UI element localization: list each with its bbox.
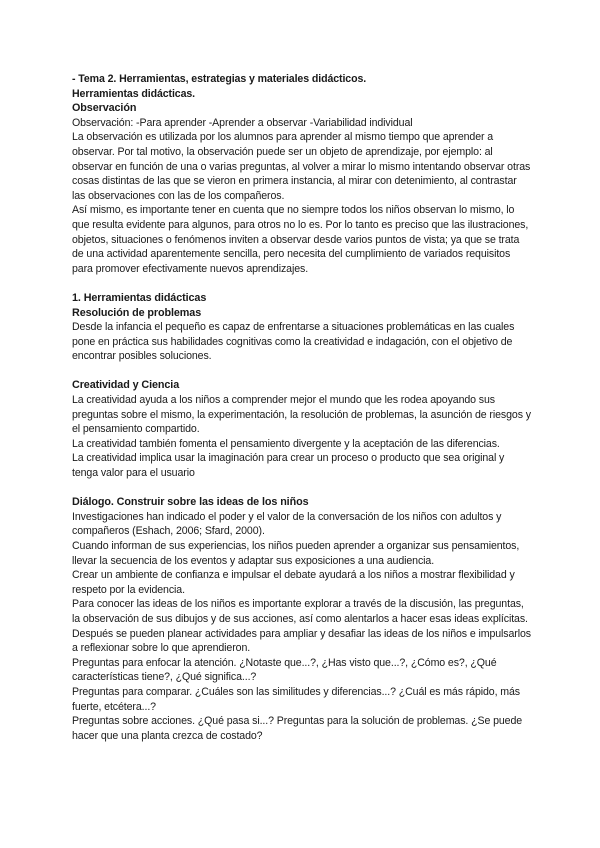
observacion-paragraph: Así mismo, es importante tener en cuenta que no siempre todos los niños observan lo mismo, lo que resulta evidente para algunos, para otros no lo es. Por lo tanto es preciso que las ilustraciones, objetos, situaciones o fenómenos inviten a observar desde varios puntos de vista; ya que se trata de una actividad aparentemente sencilla, pero necesita del cumplimiento de variados requisitos para promover efectivamente nuevos aprendizajes.	[72, 204, 529, 275]
creatividad-paragraph: La creatividad también fomenta el pensamiento divergente y la aceptación de las diferencias.	[72, 437, 500, 450]
dialogo-paragraph: Preguntas sobre acciones. ¿Qué pasa si...? Preguntas para la solución de problemas. ¿Se puede hacer que una planta crezca de costado?	[72, 715, 523, 742]
observacion-paragraph: La observación es utilizada por los alumnos para aprender al mismo tiempo que aprender a observar. Por tal motivo, la observación puede ser un objeto de aprendizaje, por ejemplo: al observar en función de una o varias preguntas, al volver a mirar lo mismo intentando observar otras cosas distintas de las que se vieron en primera instancia, al mirar con detenimiento, al contrastar las observaciones con las de los compañeros.	[72, 131, 531, 202]
creatividad-paragraph: La creatividad ayuda a los niños a comprender mejor el mundo que les rodea apoyando sus preguntas sobre el mismo, la experimentación, la resolución de problemas, la asunción de riesgos y el pensamiento compartido.	[72, 394, 531, 436]
dialogo-heading: Diálogo. Construir sobre las ideas de los niños	[72, 496, 309, 509]
topic-line: - Tema 2. Herramientas, estrategias y materiales didácticos.	[72, 73, 367, 85]
dialogo-paragraph: Preguntas para enfocar la atención. ¿Notaste que...?, ¿Has visto que...?, ¿Cómo es?, ¿Qué características tiene?, ¿Qué significa...?	[72, 656, 497, 684]
dialogo-paragraph: Para conocer las ideas de los niños es importante explorar a través de la discusión, las preguntas, la observación de sus dibujos y de sus acciones, así como alentarlos a hacer esas ideas explícitas. Después se pueden planear actividades para ampliar y desafiar las ideas de los niños e impulsarlos a reflexionar sobre lo que aprendieron.	[72, 598, 531, 655]
dialogo-paragraph: Investigaciones han indicado el poder y el valor de la conversación de los niños con adultos y compañeros (Eshach, 2006; Sfard, 2000).	[72, 510, 502, 538]
observacion-subtitle: Observación: -Para aprender -Aprender a observar -Variabilidad individual	[72, 116, 413, 129]
herramientas-heading: 1. Herramientas didácticas	[72, 291, 207, 304]
creatividad-heading: Creatividad y Ciencia	[72, 379, 180, 392]
topic-subtitle: Herramientas didácticas.	[72, 87, 196, 100]
creatividad-paragraph: La creatividad implica usar la imaginación para crear un proceso o producto que sea original y tenga valor para el usuario	[72, 452, 505, 480]
observacion-heading: Observación	[72, 102, 137, 115]
document-page	[72, 72, 532, 743]
resolucion-paragraph: Desde la infancia el pequeño es capaz de enfrentarse a situaciones problemáticas en las cuales pone en práctica sus habilidades cognitivas como la creatividad e indagación, con el objetivo de encontrar posibles soluciones.	[72, 321, 515, 363]
dialogo-paragraph: Cuando informan de sus experiencias, los niños pueden aprender a organizar sus pensamientos, llevar la secuencia de los eventos y adaptar sus exposiciones a una audiencia.	[72, 540, 520, 567]
spacer	[72, 481, 532, 496]
spacer	[72, 276, 532, 291]
dialogo-paragraph: Preguntas para comparar. ¿Cuáles son las similitudes y diferencias...? ¿Cuál es más rápido, más fuerte, etcétera...?	[72, 685, 520, 713]
dialogo-paragraph: Crear un ambiente de confianza e impulsar el debate ayudará a los niños a mostrar flexibilidad y respeto por la evidencia.	[72, 569, 515, 596]
resolucion-heading: Resolución de problemas	[72, 306, 202, 319]
spacer	[72, 364, 532, 379]
